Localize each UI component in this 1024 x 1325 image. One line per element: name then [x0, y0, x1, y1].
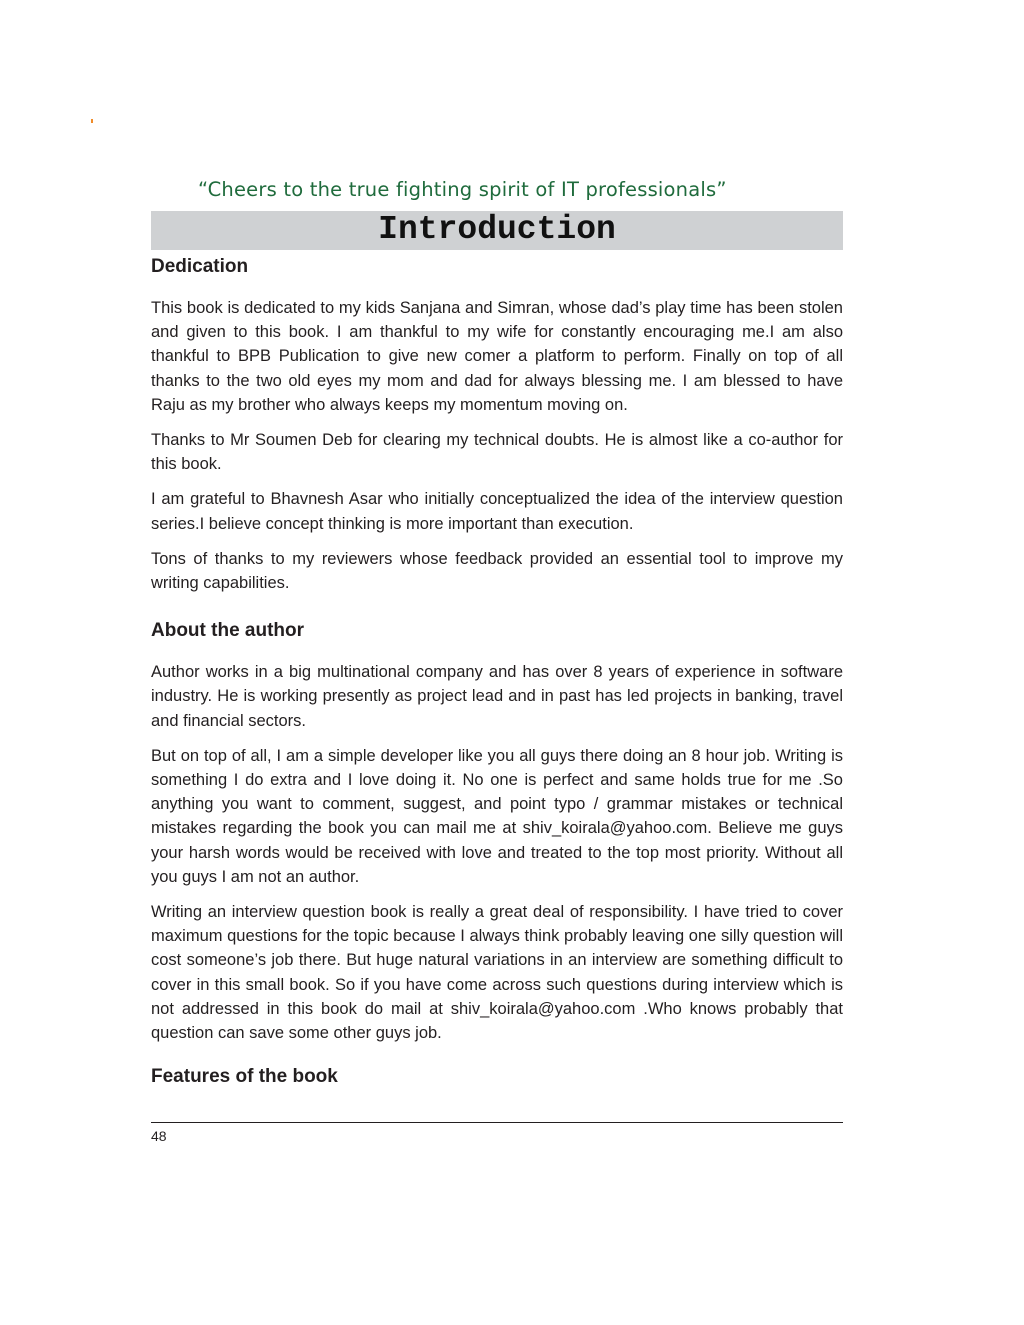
dedication-heading: Dedication	[151, 256, 249, 277]
epigraph-quote: “Cheers to the true fighting spirit of IT professionals”	[198, 178, 727, 201]
dedication-paragraph: Tons of thanks to my reviewers whose feedback provided an essential tool to improve my writing capabilities.	[151, 549, 843, 593]
about-paragraph: Writing an interview question book is really a great deal of responsibility. I have tried to cover maximum questions for the topic because I always think probably leaving one silly question will cost someone’s job there. But huge natural variations in an interview are something difficult to cover in this small book. So if you have come across such questions during interview which is not addressed in this book do mail at shiv_koirala@yahoo.com .Who knows probably that question can save some other guys job.	[151, 903, 843, 1043]
page-content	[151, 255, 843, 1089]
chapter-title-bar	[151, 211, 843, 250]
dedication-paragraph: Thanks to Mr Soumen Deb for clearing my technical doubts. He is almost like a co-author for this book.	[151, 431, 843, 474]
about-author-heading: About the author	[151, 620, 305, 642]
about-paragraph: But on top of all, I am a simple developer like you all guys there doing an 8 hour job. Writing is something I do extra and I love doing it. No one is perfect and same holds true for me .So anything you want to comment, suggest, and point typo / grammar mistakes or technical mistakes regarding the book you can mail me at shiv_koirala@yahoo.com. Believe me guys your harsh words would be received with love and treated to the top most priority. Without all you guys I am not an author.	[151, 746, 843, 886]
footer-divider	[151, 1122, 843, 1123]
page-number: 48	[151, 1128, 167, 1144]
chapter-title: Introduction	[378, 211, 616, 248]
dedication-paragraph: This book is dedicated to my kids Sanjana and Simran, whose dad’s play time has been stolen and given to this book. I am thankful to my wife for constantly encouraging me.I am also thankful to BPB Publication to give new comer a platform to perform. Finally on top of all thanks to the two old eyes my mom and dad for always blessing me. I am blessed to have Raju as my brother who always keeps my momentum moving on.	[151, 299, 843, 414]
features-heading: Features of the book	[151, 1066, 338, 1088]
dedication-paragraph: I am grateful to Bhavnesh Asar who initially conceptualized the idea of the interview question series.I believe concept thinking is more important than execution.	[151, 490, 843, 533]
orange-mark	[91, 119, 93, 123]
about-paragraph: Author works in a big multinational company and has over 8 years of experience in software industry. He is working presently as project lead and in past has led projects in banking, travel and financial sectors.	[151, 663, 843, 730]
